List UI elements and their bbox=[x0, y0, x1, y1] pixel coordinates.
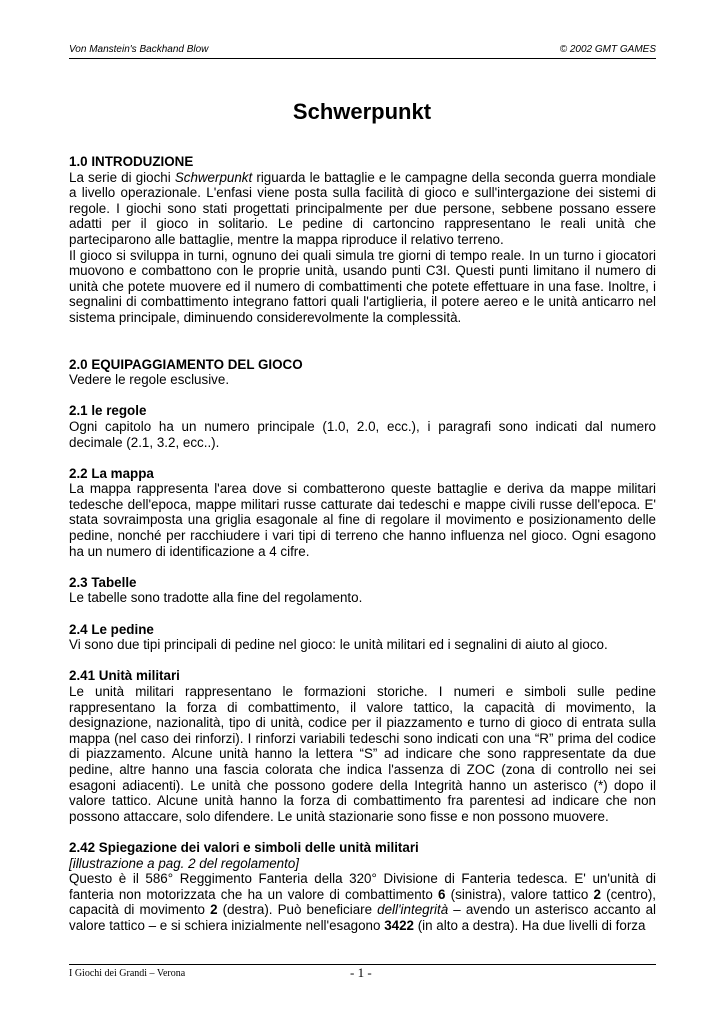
paragraph-2-3: Le tabelle sono tradotte alla fine del regolamento. bbox=[69, 590, 363, 606]
combat-value: 6 bbox=[438, 886, 446, 902]
tactical-value: 2 bbox=[593, 886, 601, 902]
document-body bbox=[69, 154, 656, 934]
text-run: Questo è il 586° Reggimento Fanteria della 320° Divisione di Fanteria tedesca. E' un'unità di fanteria non motorizzata che ha un valore di combattimento bbox=[69, 871, 656, 902]
section-heading-2-4: 2.4 Le pedine bbox=[69, 621, 154, 637]
illustration-reference: [illustrazione a pag. 2 del regolamento] bbox=[69, 855, 300, 871]
footer-publisher: I Giochi dei Grandi – Verona bbox=[69, 968, 186, 979]
section-heading-2-2: 2.2 La mappa bbox=[69, 465, 154, 481]
text-run: – avendo un asterisco accanto al valore tattico – e si schiera inizialmente nell'esagono bbox=[69, 902, 656, 933]
section-heading-2-1: 2.1 le regole bbox=[69, 403, 147, 419]
header-copyright: © 2002 GMT GAMES bbox=[559, 44, 656, 55]
section-heading-1-0: 1.0 INTRODUZIONE bbox=[69, 154, 194, 169]
running-header bbox=[69, 44, 656, 59]
italic-game-series-name: Schwerpunkt bbox=[174, 169, 253, 185]
paragraph-2-1: Ogni capitolo ha un numero principale (1.0, 2.0, ecc.), i paragrafi sono indicati dal numero decimale (2.1, 3.2, ecc..). bbox=[69, 418, 656, 450]
section-heading-2-3: 2.3 Tabelle bbox=[69, 574, 137, 590]
italic-integrity-term: dell'integrità bbox=[377, 902, 449, 918]
text-run: (destra). Può beneficiare bbox=[217, 902, 378, 918]
paragraph-2-2: La mappa rappresenta l'area dove si combatterono queste battaglie e deriva da mappe militari tedesche dell'epoca, mappe militari russe catturate dai tedeschi e mappe civili russe dell'epoca. E' stata sovraimposta una griglia esagonale al fine di regolare il movimento e posizionamento delle pedine, nonché per racchiudere i vari tipi di terreno che hanno influenza nel gioco. Ogni esagono ha un numero di identificazione a 4 cifre. bbox=[69, 481, 656, 559]
paragraph-intro-2: Il gioco si sviluppa in turni, ognuno dei quali simula tre giorni di tempo reale. In un turno i giocatori muovono e combattono con le proprie unità, usando punti C3I. Questi punti limitano il numero di unità che potete muovere ed il numero di combattimenti che potete effettuare in una fase. Inoltre, i segnalini di combattimento integrano fattori quali l'artiglieria, il potere aereo e le unità anticarro nel sistema principale, diminuendo considerevolmente la complessità. bbox=[69, 247, 656, 325]
paragraph-2-41: Le unità militari rappresentano le formazioni storiche. I numeri e simboli sulle pedine rappresentano la forza di combattimento, il valore tattico, la capacità di movimento, la designazione, nazionalità, tipo di unità, codice per il piazzamento e turno di gioco di entrata sulla mappa (nel caso dei rinforzi). I rinforzi variabili tedeschi sono indicati con una “R” prima del codice di piazzamento. Alcune unità hanno la lettera “S” ad indicare che sono rappresentate da due pedine, altre hanno una fascia colorata che indica l'assenza di ZOC (zona di controllo nei sei esagoni adiacenti). Le unità che possono godere della Integrità hanno un asterisco (*) dopo il valore tattico. Alcune unità hanno la forza di combattimento fra parentesi ad indicare che non possono attaccare, solo difendere. Le unità stazionarie sono fisse e non possono muovere. bbox=[69, 684, 656, 824]
document-title: Schwerpunkt bbox=[292, 99, 432, 124]
text-run: (centro), capacità di movimento bbox=[69, 886, 656, 918]
paragraph-2-0: Vedere le regole esclusive. bbox=[69, 372, 230, 388]
text-run: (sinistra), valore tattico bbox=[445, 886, 594, 902]
movement-value: 2 bbox=[210, 902, 218, 918]
text-run: riguarda le battaglie e le campagne della seconda guerra mondiale a livello operazionale. L'enfasi viene posta sulla facilità di gioco e sull'intergazione dei sistemi di regole. I giochi sono stati progettati principalmente per due persone, sebbene possano essere adatti per il gioco in solitario. Le pedine di cartoncino rappresentano le reali unità che parteciparono alle battaglie, mentre la mappa riproduce il relativo terreno. bbox=[69, 169, 656, 247]
paragraph-intro-1 bbox=[69, 170, 656, 248]
section-heading-2-0: 2.0 EQUIPAGGIAMENTO DEL GIOCO bbox=[69, 356, 303, 372]
text-run: (in alto a destra). Ha due livelli di forza bbox=[413, 917, 646, 933]
text-run: La serie di giochi bbox=[69, 169, 175, 185]
header-game-title: Von Manstein's Backhand Blow bbox=[69, 44, 209, 55]
section-heading-2-41: 2.41 Unità militari bbox=[69, 668, 180, 684]
page-number: - 1 - bbox=[350, 965, 372, 980]
setup-hex-number: 3422 bbox=[384, 917, 414, 933]
section-heading-2-42: 2.42 Spiegazione dei valori e simboli delle unità militari bbox=[69, 839, 419, 855]
paragraph-2-42 bbox=[69, 871, 656, 933]
paragraph-2-4: Vi sono due tipi principali di pedine nel gioco: le unità militari ed i segnalini di aiuto al gioco. bbox=[69, 637, 608, 653]
